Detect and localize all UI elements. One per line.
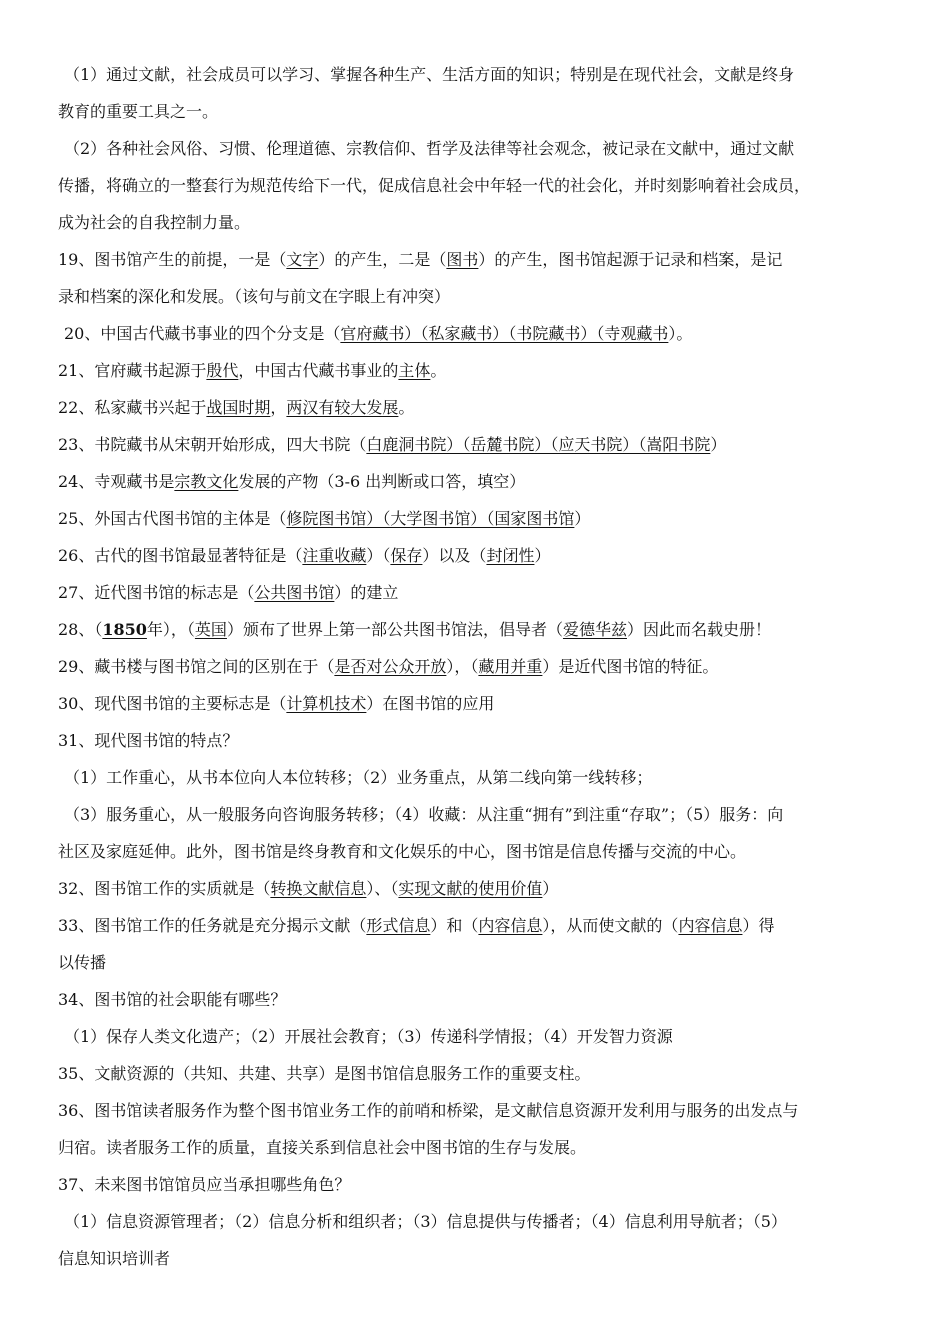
text-segment: 34、图书馆的社会职能有哪些？ [58,990,287,1009]
answer-underlined: 官府藏书）（私家藏书）（书院藏书）（寺观藏书 [340,324,669,343]
text-segment: 29、藏书楼与图书馆之间的区别在于（ [58,657,335,676]
text-segment: 信息知识培训者 [58,1249,171,1268]
text-segment: ）是近代图书馆的特征。 [542,657,719,676]
answer-underlined: 1850 [102,620,147,639]
text-segment: 录和档案的深化和发展。（该句与前文在字眼上有冲突） [58,287,451,306]
text-segment: 。 [398,398,415,417]
text-segment: ） [574,509,591,528]
answer-underlined: 英国 [194,620,227,639]
answer-underlined: 主体 [398,361,431,380]
answer-underlined: 转换文献信息 [270,879,367,898]
answer-underlined: 战国时期 [206,398,271,417]
text-segment: ），（ [446,657,479,676]
text-segment: （1）信息资源管理者；（2）信息分析和组织者；（3）信息提供与传播者；（4）信息利用导航者；（5） [64,1212,787,1231]
text-line [58,870,898,907]
answer-underlined: 公共图书馆 [254,583,335,602]
text-line [58,1092,898,1129]
text-line [58,500,898,537]
answer-underlined: 白鹿洞书院）（岳麓书院）（应天书院）（嵩阳书院 [366,435,711,454]
text-line [58,1240,898,1277]
text-line [58,278,898,315]
text-segment: ） [710,435,727,454]
answer-underlined: 计算机技术 [286,694,367,713]
text-line [58,907,898,944]
text-segment: 22、私家藏书兴起于 [58,398,207,417]
answer-underlined: 保存 [390,546,423,565]
text-segment: ）颁布了世界上第一部公共图书馆法，倡导者（ [226,620,563,639]
text-segment: ）、（ [366,879,399,898]
text-segment: ， [270,398,287,417]
answer-underlined: 内容信息 [678,916,743,935]
text-line [58,611,898,648]
text-segment: ）以及（ [422,546,487,565]
text-segment: （1）通过文献，社会成员可以学习、掌握各种生产、生活方面的知识；特别是在现代社会，文献是终身 [64,65,795,84]
text-line [58,130,898,167]
text-segment: ），从而使文献的（ [542,916,679,935]
document-page [58,56,898,1277]
answer-underlined: 实现文献的使用价值 [398,879,543,898]
text-segment: 社区及家庭延伸。此外，图书馆是终身教育和文化娱乐的中心，图书馆是信息传播与交流的中心。 [58,842,747,861]
text-segment: ）的产生，二是（ [318,250,447,269]
text-line [58,463,898,500]
text-line [58,315,898,352]
answer-underlined: 爱德华兹 [562,620,627,639]
text-segment: 。 [430,361,447,380]
text-line [58,389,898,426]
answer-underlined: 是否对公众开放 [334,657,447,676]
text-segment: 36、图书馆读者服务作为整个图书馆业务工作的前哨和桥梁，是文献信息资源开发利用与服务的出发点与 [58,1101,799,1120]
answer-underlined: 修院图书馆）（大学图书馆）（国家图书馆 [286,509,575,528]
text-segment: ）的建立 [334,583,399,602]
text-segment: 26、古代的图书馆最显著特征是（ [58,546,303,565]
text-line [58,93,898,130]
text-segment: （1）保存人类文化遗产；（2）开展社会教育；（3）传递科学情报；（4）开发智力资源 [64,1027,673,1046]
text-segment: 20、中国古代藏书事业的四个分支是（ [64,324,341,343]
text-line [58,426,898,463]
text-segment: （1）工作重心，从书本位向人本位转移；（2）业务重点，从第二线向第一线转移； [64,768,653,787]
text-line [58,167,898,204]
text-line [58,722,898,759]
text-segment: 成为社会的自我控制力量。 [58,213,251,232]
text-line [58,648,898,685]
text-segment: （2）各种社会风俗、习惯、伦理道德、宗教信仰、哲学及法律等社会观念，被记录在文献中，通过文献 [64,139,795,158]
text-segment: 年），（ [146,620,195,639]
answer-underlined: 殷代 [206,361,239,380]
text-line [58,944,898,981]
text-segment: 25、外国古代图书馆的主体是（ [58,509,287,528]
text-line [58,833,898,870]
text-line [58,574,898,611]
text-segment: 以传播 [58,953,107,972]
text-line [58,537,898,574]
text-segment: 32、图书馆工作的实质就是（ [58,879,271,898]
answer-underlined: 图书 [446,250,479,269]
text-line [58,981,898,1018]
text-segment: ）的产生，图书馆起源于记录和档案，是记 [478,250,783,269]
text-line [58,1018,898,1055]
text-line [58,759,898,796]
text-segment: ） [534,546,551,565]
text-segment: 归宿。读者服务工作的质量，直接关系到信息社会中图书馆的生存与发展。 [58,1138,587,1157]
text-segment: ）（ [366,546,391,565]
text-segment: （3）服务重心，从一般服务向咨询服务转移；（4）收藏：从注重“拥有”到注重“存取”；（5）服务：向 [64,805,784,824]
answer-underlined: 内容信息 [478,916,543,935]
text-segment: 37、未来图书馆馆员应当承担哪些角色？ [58,1175,351,1194]
text-segment: ）得 [742,916,775,935]
text-segment: 传播，将确立的一整套行为规范传给下一代，促成信息社会中年轻一代的社会化，并时刻影响着社会成员， [58,176,811,195]
text-segment: 31、现代图书馆的特点？ [58,731,239,750]
text-line [58,796,898,833]
text-segment: 35、文献资源的（共知、共建、共享）是图书馆信息服务工作的重要支柱。 [58,1064,591,1083]
text-segment: ）和（ [430,916,479,935]
text-line [58,1055,898,1092]
answer-underlined: 形式信息 [366,916,431,935]
text-segment: 28、（ [58,620,103,639]
text-segment: 33、图书馆工作的任务就是充分揭示文献（ [58,916,367,935]
answer-underlined: 注重收藏 [302,546,367,565]
text-segment: 19、图书馆产生的前提，一是（ [58,250,287,269]
text-line [58,56,898,93]
text-segment: 教育的重要工具之一。 [58,102,219,121]
text-line [58,1129,898,1166]
answer-underlined: 宗教文化 [174,472,239,491]
text-line [58,204,898,241]
text-segment: 24、寺观藏书是 [58,472,175,491]
text-segment: ）因此而名载史册！ [626,620,771,639]
answer-underlined: 藏用并重 [478,657,543,676]
text-segment: ）在图书馆的应用 [366,694,495,713]
answer-underlined: 封闭性 [486,546,535,565]
text-segment: ） [542,879,559,898]
text-segment: 30、现代图书馆的主要标志是（ [58,694,287,713]
answer-underlined: 两汉有较大发展 [286,398,399,417]
text-line [58,1203,898,1240]
text-line [58,352,898,389]
text-line [58,241,898,278]
text-segment: ）。 [668,324,693,343]
text-segment: 27、近代图书馆的标志是（ [58,583,255,602]
text-segment: 23、书院藏书从宋朝开始形成，四大书院（ [58,435,367,454]
text-segment: 发展的产物（3-6 出判断或口答，填空） [238,472,526,491]
text-segment: ，中国古代藏书事业的 [238,361,399,380]
text-line [58,685,898,722]
text-line [58,1166,898,1203]
text-segment: 21、官府藏书起源于 [58,361,207,380]
answer-underlined: 文字 [286,250,319,269]
